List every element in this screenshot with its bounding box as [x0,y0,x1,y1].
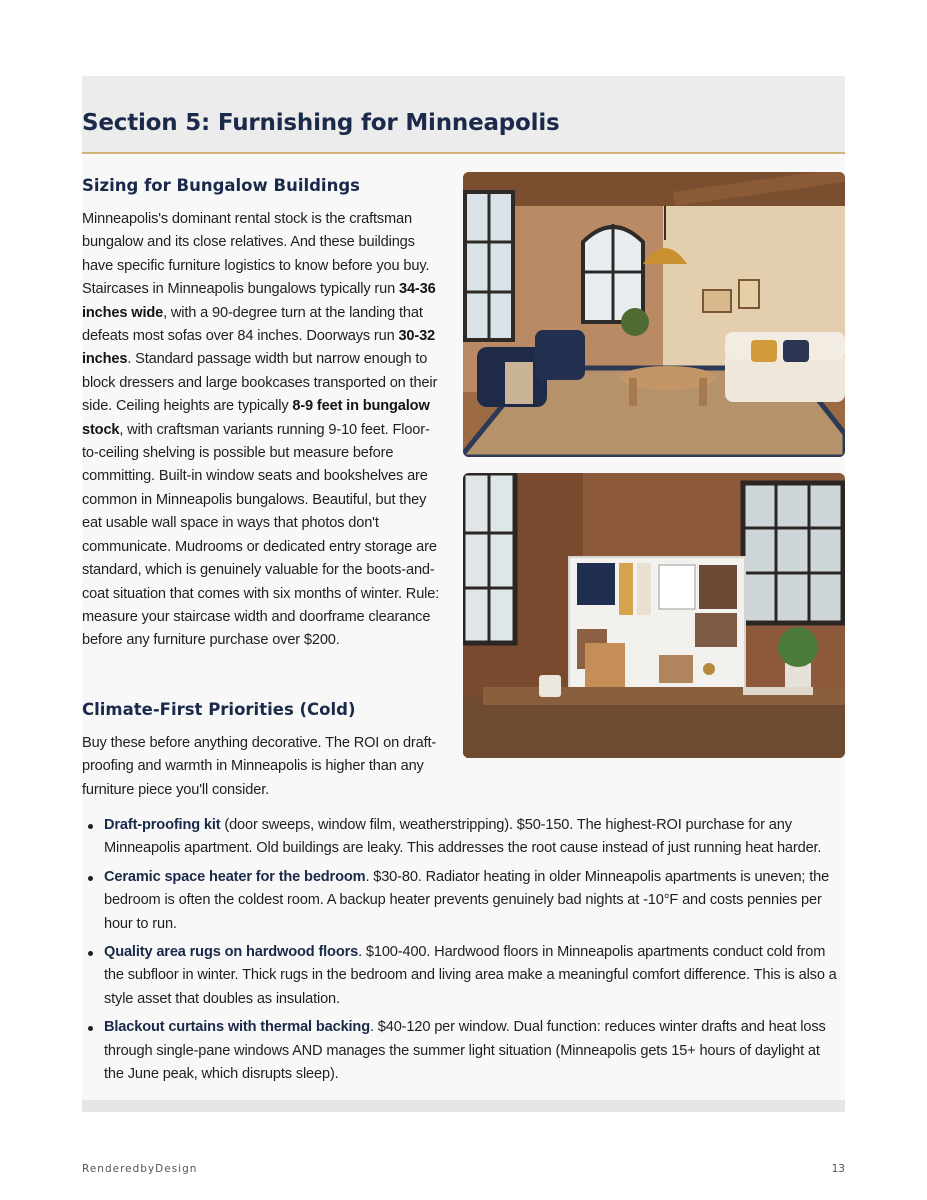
item-text: . $30-80. Radiator heating in older Minneapolis apartments is uneven; the bedroom is often the coldest room. A backup heater prevents genuinely bad nights at -10°F and costs pennies per hour to run. [104,868,830,932]
mood-board-photo [463,473,845,758]
sizing-heading: Sizing for Bungalow Buildings [82,176,360,195]
panel-bottom-band [82,1100,845,1112]
item-title: Ceramic space heater for the bedroom [104,868,366,885]
item-text: (door sweeps, window film, weatherstripping). $50-150. The highest-ROI purchase for any Minneapolis apartment. Old buildings are leaky. This addresses the root cause instead of just running heat harder. [104,817,822,857]
footer-brand: RenderedbyDesign [82,1163,198,1175]
page-number: 13 [831,1163,845,1175]
list-item [82,866,842,936]
list-item [82,941,842,1011]
item-text: . $40-120 per window. Dual function: reduces winter drafts and heat loss through single-pane windows AND manages the summer light situation (Minneapolis gets 15+ hours of daylight at the June peak, which disrupts sleep). [104,1019,826,1083]
sizing-text-3: . Standard passage width but narrow enough to block dressers and large bookcases transported on their side. Ceiling heights are typically [82,351,438,415]
climate-priority-list [82,814,842,1091]
item-title: Draft-proofing kit [104,817,221,833]
sizing-text-4: , with craftsman variants running 9-10 feet. Floor-to-ceiling shelving is possible but measure before committing. Built-in window seats and bookshelves are common in Minneapolis bungalows. Beautiful, but they eat usable wall space in ways that photos don't communicate. Mudrooms or dedicated entry storage are standard, which is genuinely valuable for the boots-and-coat situation that comes with six months of winter. Rule: measure your staircase width and doorframe clearance before any furniture purchase over $200. [82,421,440,649]
ceiling-height-highlight: 8-9 feet in bungalow stock [82,398,430,438]
climate-heading: Climate-First Priorities (Cold) [82,700,356,719]
item-title: Blackout curtains with thermal backing [104,1019,370,1036]
page-title: Section 5: Furnishing for Minneapolis [82,110,560,136]
sizing-text-2: , with a 90-degree turn at the landing that defeats most sofas over 84 inches. Doorways run [82,304,423,345]
stair-width-highlight: 34-36 inches wide [82,281,436,321]
living-room-photo [463,172,845,457]
sizing-paragraph [82,208,444,653]
list-item [82,1016,842,1086]
item-text: . $100-400. Hardwood floors in Minneapolis apartments conduct cold from the subfloor in winter. Thick rugs in the bedroom and living area make a meaningful comfort difference. This is also a style asset that doubles as insulation. [104,944,837,1007]
sizing-text-1: Minneapolis's dominant rental stock is the craftsman bungalow and its close relatives. And these buildings have specific furniture logistics to know before you buy. Staircases in Minneapolis bungalows typically run [82,211,430,298]
item-title: Quality area rugs on hardwood floors [104,944,359,961]
doorway-width-highlight: 30-32 inches [82,328,436,368]
climate-intro: Buy these before anything decorative. The ROI on draft-proofing and warmth in Minneapolis is higher than any furniture piece you'll consider. [82,735,437,798]
list-item [82,814,842,861]
